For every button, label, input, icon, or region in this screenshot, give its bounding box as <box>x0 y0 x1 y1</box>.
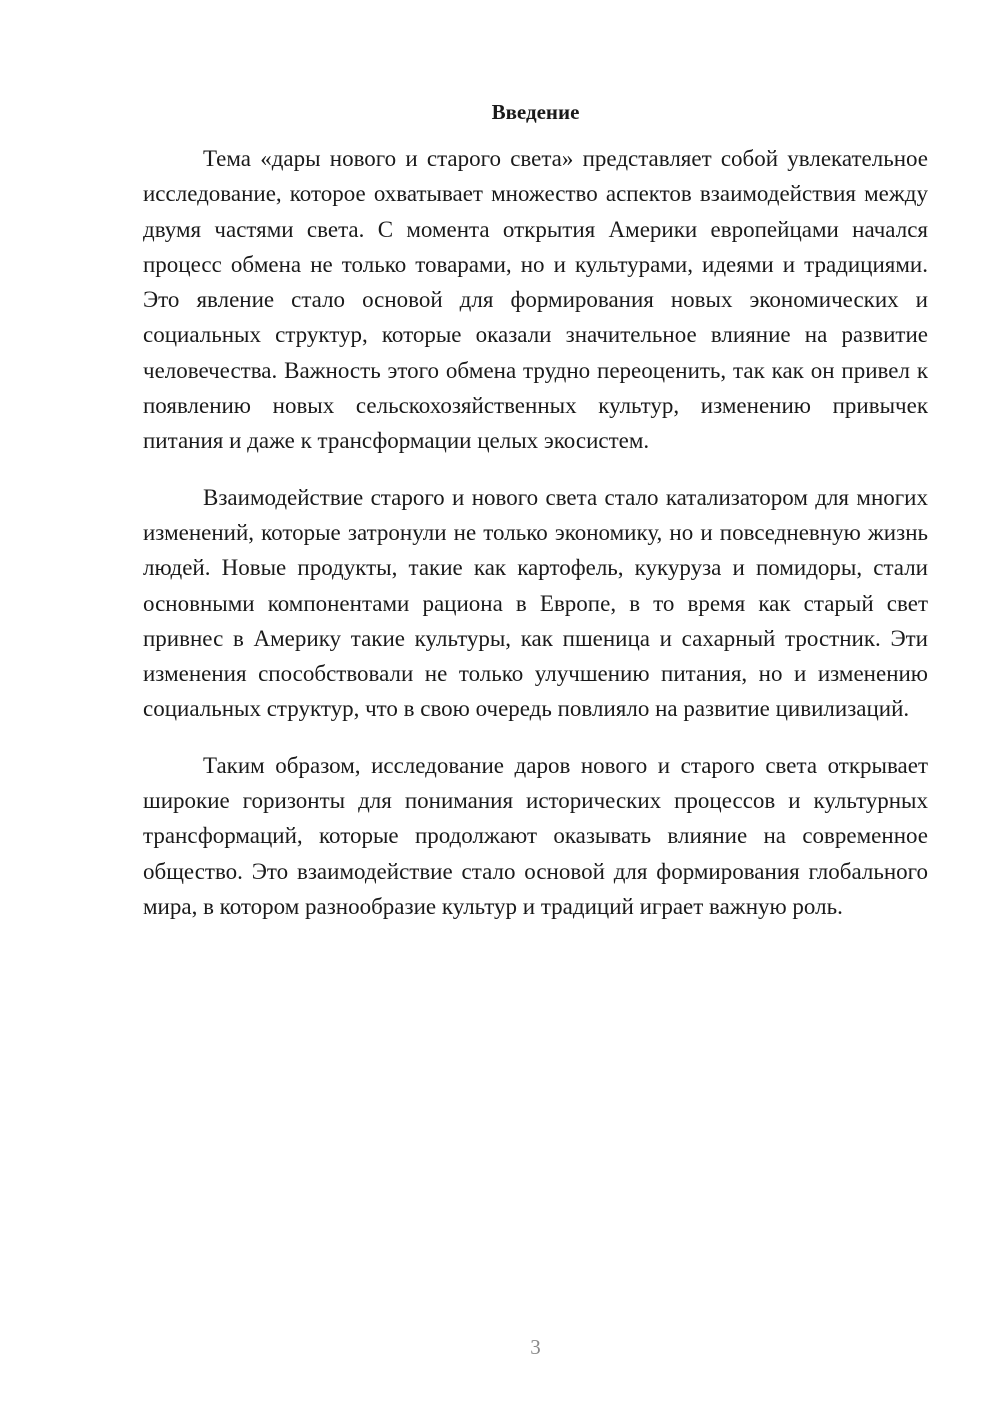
section-heading: Введение <box>491 100 580 124</box>
body-text <box>143 141 928 945</box>
page-number: 3 <box>530 1335 541 1359</box>
paragraph-3: Таким образом, исследование даров нового и старого света открывает широкие горизонты для понимания исторических процессов и культурных трансформаций, которые продолжают оказывать влияние на современное общество. Это взаимодействие стало основой для формирования глобального мира, в котором разнообразие культур и традиций играет важную роль. <box>143 752 928 919</box>
paragraph-1: Тема «дары нового и старого света» представляет собой увлекательное исследование, которое охватывает множество аспектов взаимодействия между двумя частями света. С момента открытия Америки европейцами начался процесс обмена не только товарами, но и культурами, идеями и традициями. Это явление стало основой для формирования новых экономических и социальных структур, которые оказали значительное влияние на развитие человечества. Важность этого обмена трудно переоценить, так как он привел к появлению новых сельскохозяйственных культур, изменению привычек питания и даже к трансформации целых экосистем. <box>143 146 928 454</box>
paragraph-2: Взаимодействие старого и нового света стало катализатором для многих изменений, которые затронули не только экономику, но и повседневную жизнь людей. Новые продукты, такие как картофель, кукуруза и помидоры, стали основными компонентами рациона в Европе, в то время как старый свет привнес в Америку такие культуры, как пшеница и сахарный тростник. Эти изменения способствовали не только улучшению питания, но и изменению социальных структур, что в свою очередь повлияло на развитие цивилизаций. <box>143 484 928 722</box>
